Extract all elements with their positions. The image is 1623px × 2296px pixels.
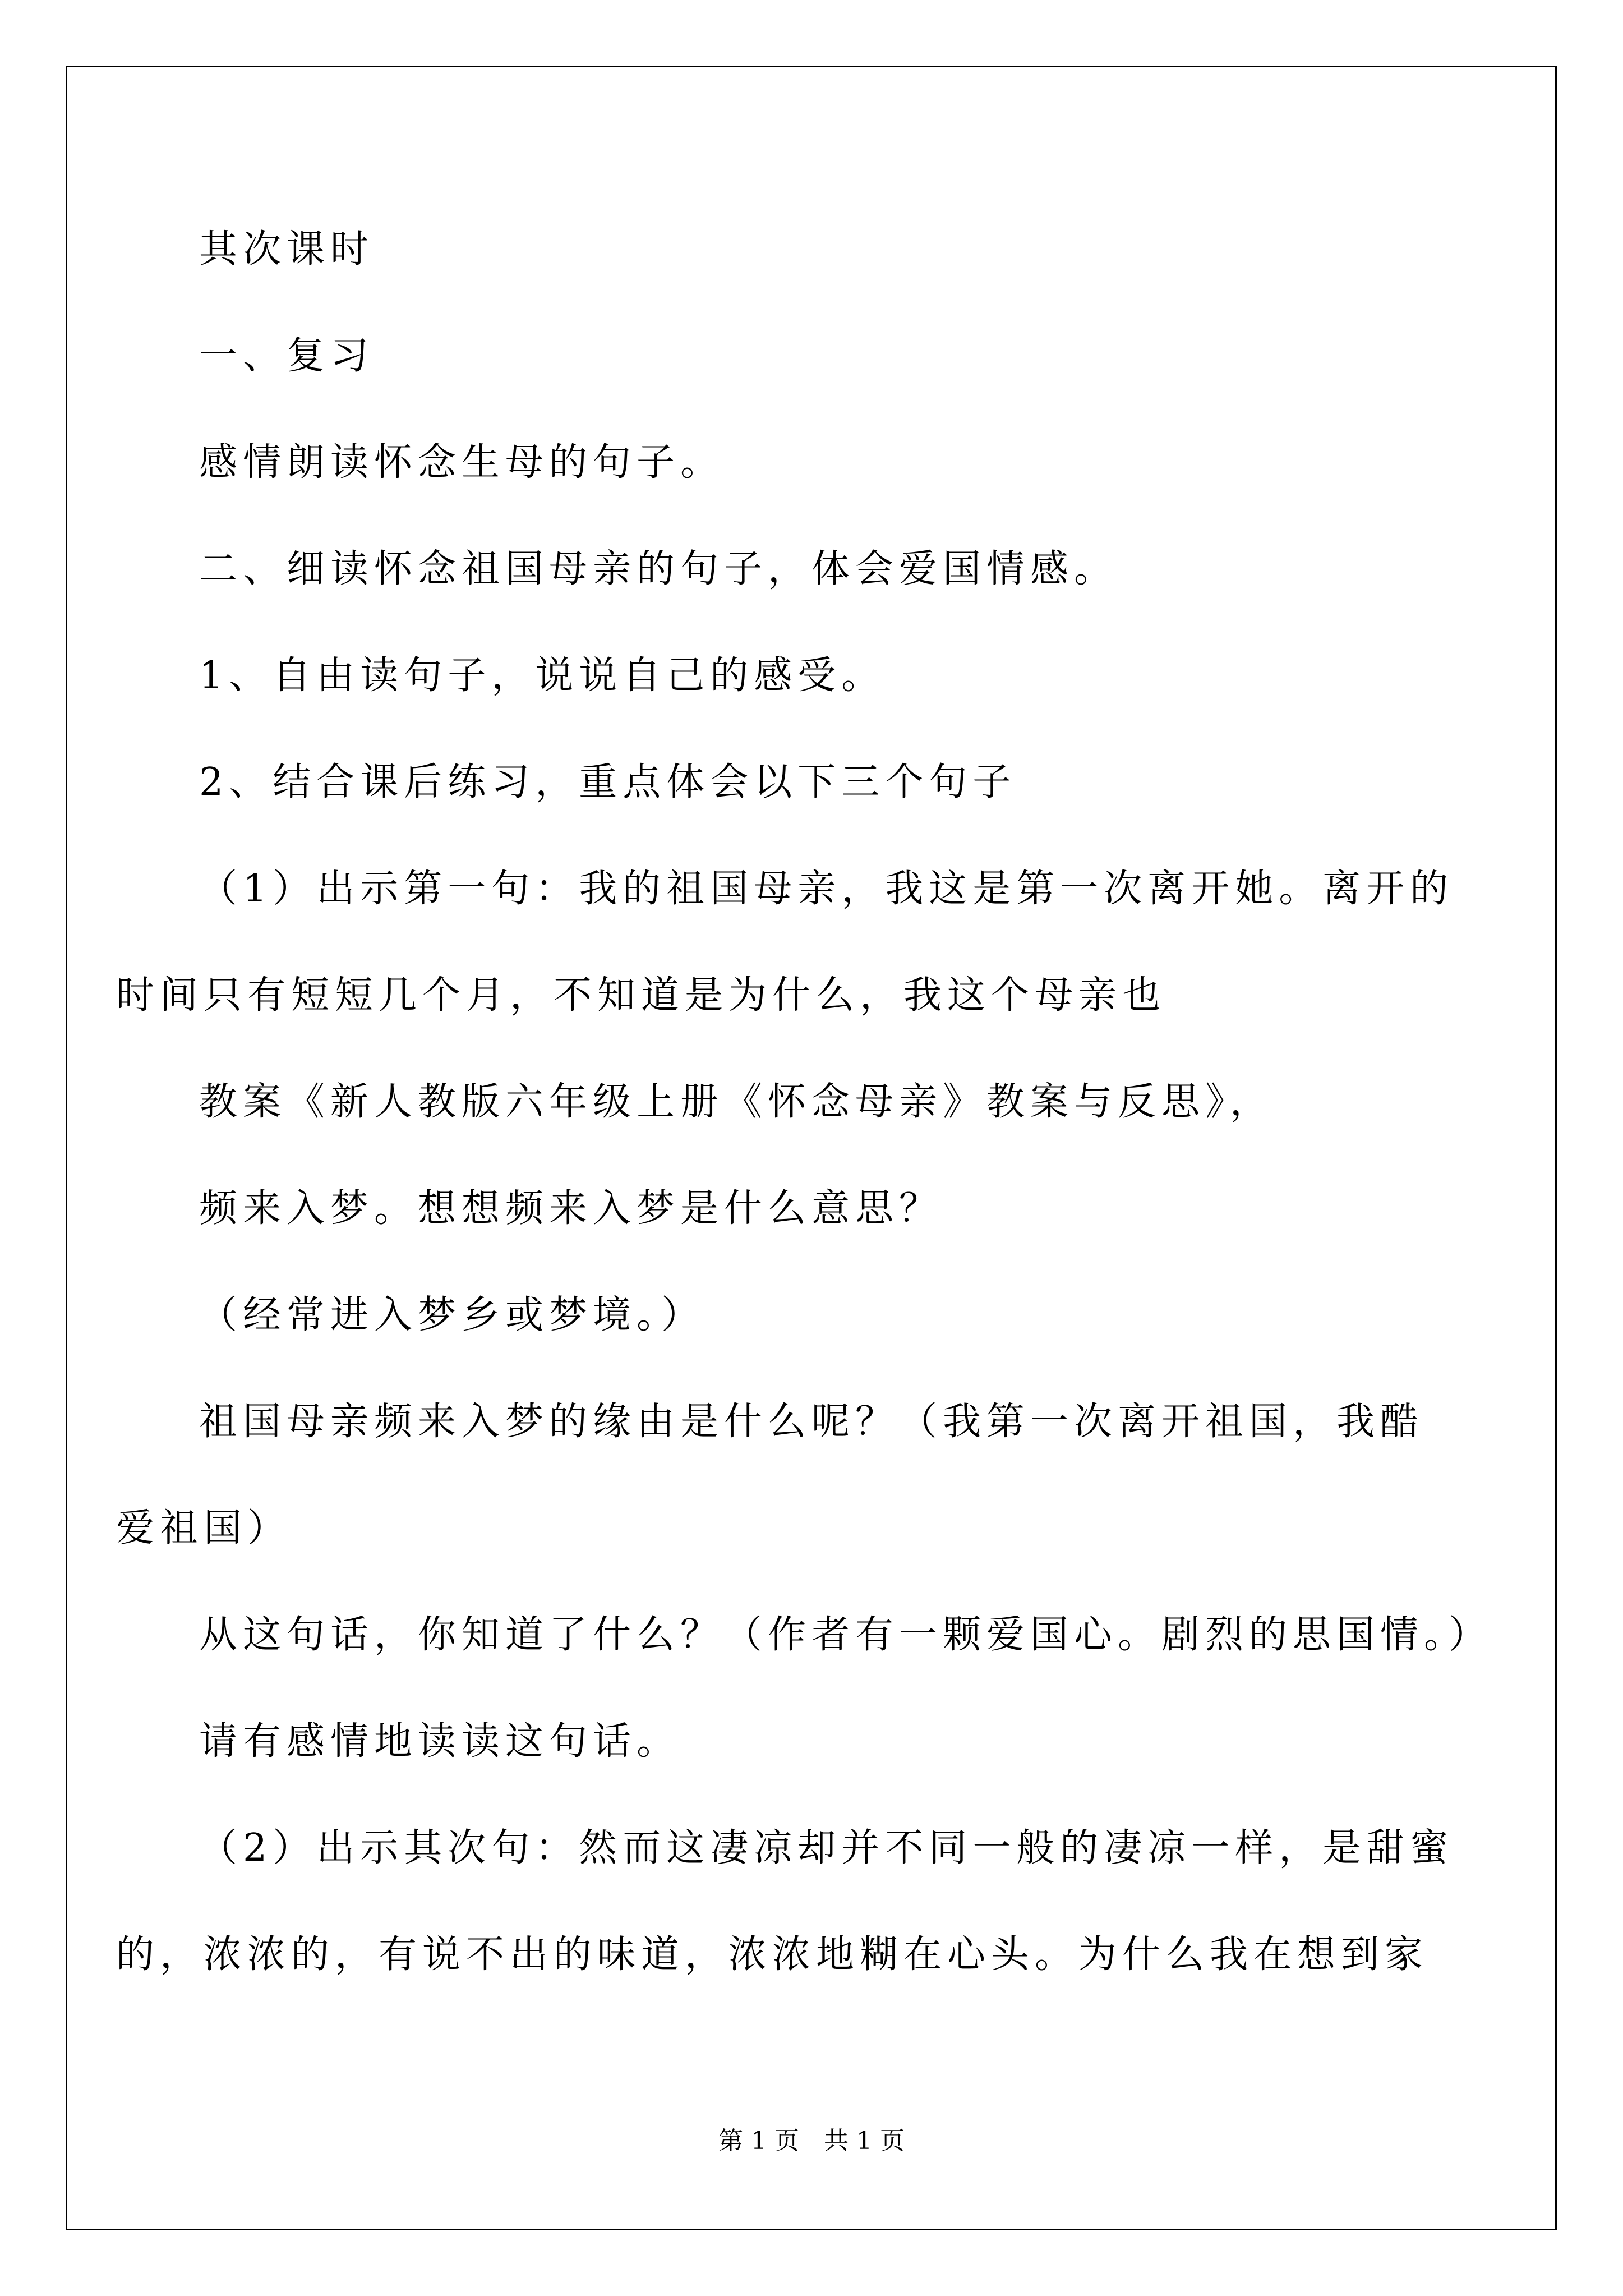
line-question-reason-cont: 爱祖国） [116, 1506, 292, 1550]
line-read-aloud: 感情朗读怀念生母的句子。 [199, 440, 725, 485]
line-item-one: 1、自由读句子，说说自己的感受。 [199, 654, 886, 698]
line-review: 一、复习 [199, 334, 375, 378]
line-sentence-one: （1）出示第一句：我的祖国母亲，我这是第一次离开她。离开的 [199, 867, 1454, 911]
line-question-learned: 从这句话，你知道了什么？（作者有一颗爱国心。剧烈的思国情。） [199, 1613, 1493, 1657]
line-read-emotion: 请有感情地读读这句话。 [199, 1719, 681, 1764]
page-border [66, 66, 1557, 2230]
line-sentence-two-cont: 的，浓浓的，有说不出的味道，浓浓地糊在心头。为什么我在想到家 [116, 1932, 1429, 1977]
line-answer-dream: （经常进入梦乡或梦境。） [199, 1293, 706, 1337]
line-question-reason: 祖国母亲频来入梦的缘由是什么呢？（我第一次离开祖国，我酷 [199, 1400, 1424, 1444]
line-heading-second-lesson: 其次课时 [199, 227, 375, 272]
line-sentence-two: （2）出示其次句：然而这凄凉却并不同一般的凄凉一样，是甜蜜 [199, 1826, 1454, 1870]
line-question-dream: 频来入梦。想想频来入梦是什么意思？ [199, 1186, 943, 1231]
line-section-two: 二、细读怀念祖国母亲的句子，体会爱国情感。 [199, 547, 1118, 591]
line-item-two: 2、结合课后练习，重点体会以下三个句子 [199, 760, 1017, 804]
page-number: 第 1 页 共 1 页 [718, 2127, 905, 2155]
line-sentence-one-cont: 时间只有短短几个月，不知道是为什么，我这个母亲也 [116, 973, 1166, 1018]
line-lesson-title: 教案《新人教版六年级上册《怀念母亲》教案与反思》， [199, 1080, 1274, 1124]
